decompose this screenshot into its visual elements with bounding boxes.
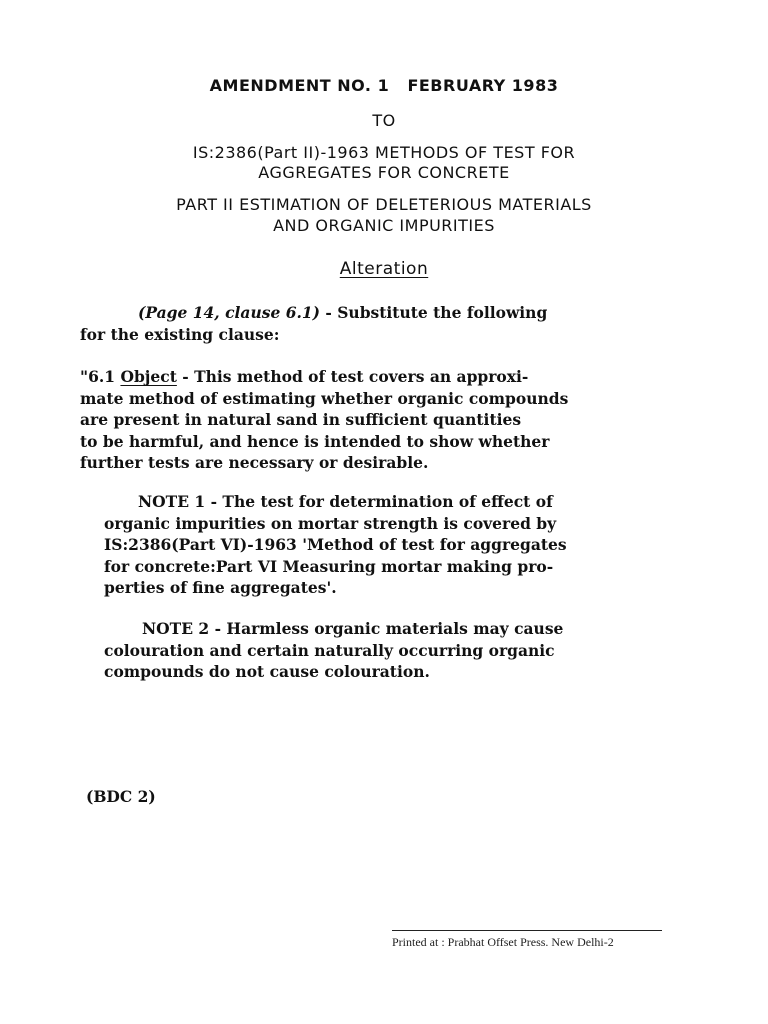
standard-title-line2: AGGREGATES FOR CONCRETE — [258, 163, 510, 182]
note-1: NOTE 1 - The test for determination of effect of organic impurities on mortar strength is covered by IS:2386(Part VI)-1963 'Method of test for aggregates for concrete:Part VI Measuring mortar making pro- perties of fine aggregates'. — [104, 492, 567, 597]
section-heading: Alteration — [339, 259, 429, 279]
part-title-line2: AND ORGANIC IMPURITIES — [273, 216, 495, 235]
note-2: NOTE 2 - Harmless organic materials may cause colouration and certain naturally occurring organic compounds do not cause colouration. — [104, 619, 564, 681]
printer-imprint: Printed at : Prabhat Offset Press. New Delhi-2 — [392, 935, 614, 949]
clause-number: "6.1 — [80, 367, 121, 386]
intro-paragraph: (Page 14, clause 6.1) - Substitute the following for the existing clause: — [80, 303, 548, 344]
part-title-line1: PART II ESTIMATION OF DELETERIOUS MATERIALS — [176, 195, 592, 214]
amendment-date: FEBRUARY 1983 — [407, 76, 559, 95]
clause-reference: (Page 14, clause 6.1) — [138, 303, 320, 322]
clause-title: Object — [120, 367, 177, 386]
footer-divider — [392, 930, 662, 931]
amendment-title — [0, 76, 768, 95]
standard-title-line1: IS:2386(Part II)-1963 METHODS OF TEST FOR — [192, 143, 576, 162]
amendment-number: AMENDMENT NO. 1 — [209, 76, 390, 95]
committee-reference: (BDC 2) — [86, 787, 156, 806]
to-label: TO — [372, 111, 396, 130]
clause-paragraph: "6.1 Object - This method of test covers an approxi- mate method of estimating whether organic compounds are present in natural sand in sufficient quantities to be harmful, and hence is intended to show whether further tests are necessary or desirable. — [80, 367, 569, 472]
